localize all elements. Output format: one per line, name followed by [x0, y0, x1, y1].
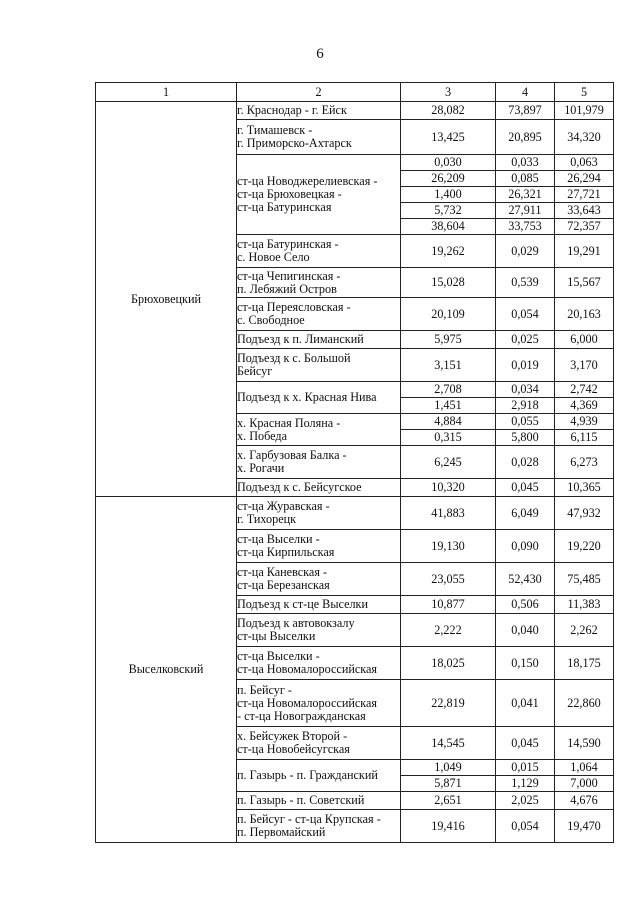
route-cell: [237, 680, 401, 727]
value-cell: 0,090: [496, 530, 555, 563]
region-cell: Выселковский: [96, 497, 237, 843]
route-line: ст-ца Выселки -: [237, 649, 320, 663]
route-line: х. Гарбузовая Балка -: [237, 448, 347, 462]
value-cell: 10,320: [401, 479, 496, 497]
value-cell: 18,175: [555, 647, 614, 680]
route-cell: [237, 235, 401, 268]
route-line: Подъезд к ст-це Выселки: [237, 597, 368, 611]
value-cell: 20,163: [555, 298, 614, 331]
route-line: ст-ца Кирпильская: [237, 545, 335, 559]
value-cell: 5,871: [401, 776, 496, 792]
route-line: с. Новое Село: [237, 250, 310, 264]
value-cell: 1,129: [496, 776, 555, 792]
value-cell: 0,025: [496, 331, 555, 349]
table-row: [96, 102, 614, 120]
value-cell: 2,918: [496, 398, 555, 414]
value-cell: 0,054: [496, 298, 555, 331]
value-cell: 19,220: [555, 530, 614, 563]
route-cell: [237, 530, 401, 563]
value-cell: 4,369: [555, 398, 614, 414]
route-line: п. Бейсуг - ст-ца Крупская -: [237, 812, 381, 826]
value-cell: 0,029: [496, 235, 555, 268]
value-cell: 0,019: [496, 349, 555, 382]
value-cell: 19,130: [401, 530, 496, 563]
value-cell: 5,732: [401, 203, 496, 219]
route-line: г. Краснодар - г. Ейск: [237, 103, 347, 117]
value-cell: 1,049: [401, 760, 496, 776]
route-cell: [237, 497, 401, 530]
value-cell: 1,451: [401, 398, 496, 414]
value-cell: 10,365: [555, 479, 614, 497]
value-cell: 0,045: [496, 727, 555, 760]
route-cell: [237, 479, 401, 497]
value-cell: 26,209: [401, 171, 496, 187]
route-cell: [237, 614, 401, 647]
value-cell: 19,470: [555, 810, 614, 843]
value-cell: 13,425: [401, 120, 496, 155]
value-cell: 14,590: [555, 727, 614, 760]
route-line: г. Тимашевск -: [237, 123, 313, 137]
value-cell: 0,045: [496, 479, 555, 497]
table-header-row: [96, 83, 614, 102]
route-line: п. Бейсуг -: [237, 682, 292, 697]
value-cell: 4,884: [401, 414, 496, 430]
route-cell: [237, 446, 401, 479]
column-header: 1: [96, 83, 237, 102]
value-cell: 2,025: [496, 792, 555, 810]
column-header: 4: [496, 83, 555, 102]
route-line: с. Свободное: [237, 313, 305, 327]
route-line: ст-ца Чепигинская -: [237, 268, 341, 283]
value-cell: 20,895: [496, 120, 555, 155]
value-cell: 0,040: [496, 614, 555, 647]
route-cell: [237, 298, 401, 331]
route-line: х. Победа: [237, 428, 287, 443]
route-line: п. Лебяжий Остров: [237, 281, 337, 296]
route-cell: [237, 810, 401, 843]
value-cell: 0,315: [401, 430, 496, 446]
value-cell: 14,545: [401, 727, 496, 760]
value-cell: 33,643: [555, 203, 614, 219]
route-line: п. Первомайский: [237, 825, 326, 839]
route-line: ст-ца Брюховецкая -: [237, 187, 342, 201]
value-cell: 20,109: [401, 298, 496, 331]
value-cell: 0,028: [496, 446, 555, 479]
value-cell: 0,015: [496, 760, 555, 776]
route-line: х. Рогачи: [237, 461, 285, 475]
value-cell: 75,485: [555, 563, 614, 596]
value-cell: 28,082: [401, 102, 496, 120]
route-cell: [237, 102, 401, 120]
value-cell: 41,883: [401, 497, 496, 530]
route-line: х. Красная Поляна -: [237, 415, 341, 430]
value-cell: 6,000: [555, 331, 614, 349]
value-cell: 0,085: [496, 171, 555, 187]
column-header: 5: [555, 83, 614, 102]
route-line: ст-ца Каневская -: [237, 565, 328, 579]
value-cell: 26,294: [555, 171, 614, 187]
value-cell: 11,383: [555, 596, 614, 614]
value-cell: 2,222: [401, 614, 496, 647]
value-cell: 101,979: [555, 102, 614, 120]
value-cell: 6,273: [555, 446, 614, 479]
route-line: ст-ца Новомалороссийская: [237, 662, 378, 676]
value-cell: 19,262: [401, 235, 496, 268]
route-cell: [237, 414, 401, 446]
value-cell: 2,742: [555, 382, 614, 398]
value-cell: 5,975: [401, 331, 496, 349]
value-cell: 6,115: [555, 430, 614, 446]
value-cell: 27,721: [555, 187, 614, 203]
value-cell: 0,063: [555, 155, 614, 171]
route-line: ст-ца Новобейсугская: [237, 742, 350, 756]
route-line: п. Газырь - п. Советский: [237, 793, 365, 807]
value-cell: 18,025: [401, 647, 496, 680]
value-cell: 22,819: [401, 680, 496, 727]
value-cell: 2,651: [401, 792, 496, 810]
value-cell: 0,030: [401, 155, 496, 171]
value-cell: 22,860: [555, 680, 614, 727]
value-cell: 3,170: [555, 349, 614, 382]
route-line: Подъезд к автовокзалу: [237, 616, 355, 630]
route-cell: [237, 563, 401, 596]
route-line: ст-ца Березанская: [237, 578, 330, 592]
route-cell: [237, 349, 401, 382]
route-line: ст-ца Батуринская: [237, 200, 332, 214]
value-cell: 0,506: [496, 596, 555, 614]
value-cell: 33,753: [496, 219, 555, 235]
route-line: Подъезд к с. Бейсугское: [237, 480, 362, 494]
value-cell: 0,054: [496, 810, 555, 843]
route-line: п. Газырь - п. Гражданский: [237, 768, 378, 782]
value-cell: 0,034: [496, 382, 555, 398]
route-cell: [237, 155, 401, 235]
route-cell: [237, 727, 401, 760]
value-cell: 73,897: [496, 102, 555, 120]
value-cell: 3,151: [401, 349, 496, 382]
value-cell: 4,676: [555, 792, 614, 810]
value-cell: 1,064: [555, 760, 614, 776]
region-cell: Брюховецкий: [96, 102, 237, 497]
route-line: ст-ца Журавская -: [237, 499, 330, 513]
value-cell: 2,262: [555, 614, 614, 647]
value-cell: 0,055: [496, 414, 555, 430]
value-cell: 15,567: [555, 268, 614, 298]
route-cell: [237, 760, 401, 792]
value-cell: 19,416: [401, 810, 496, 843]
value-cell: 72,357: [555, 219, 614, 235]
value-cell: 6,049: [496, 497, 555, 530]
value-cell: 19,291: [555, 235, 614, 268]
value-cell: 26,321: [496, 187, 555, 203]
route-cell: [237, 120, 401, 155]
value-cell: 0,033: [496, 155, 555, 171]
value-cell: 38,604: [401, 219, 496, 235]
route-line: х. Бейсужек Второй -: [237, 729, 348, 743]
road-table: [95, 82, 614, 843]
route-cell: [237, 647, 401, 680]
route-line: ст-ца Переясловская -: [237, 300, 351, 314]
value-cell: 7,000: [555, 776, 614, 792]
route-cell: [237, 596, 401, 614]
table-row: [96, 497, 614, 530]
route-cell: [237, 268, 401, 298]
value-cell: 2,708: [401, 382, 496, 398]
value-cell: 15,028: [401, 268, 496, 298]
route-line: Подъезд к с. Большой: [237, 351, 351, 365]
page-number: 6: [316, 46, 324, 62]
route-line: г. Приморско-Ахтарск: [237, 136, 352, 150]
route-line: ст-ца Новомалороссийская: [237, 695, 378, 710]
route-line: ст-ца Выселки -: [237, 532, 320, 546]
value-cell: 5,800: [496, 430, 555, 446]
route-line: ст-ца Батуринская -: [237, 237, 339, 251]
route-line: - ст-ца Новогражданская: [237, 708, 366, 723]
value-cell: 0,539: [496, 268, 555, 298]
value-cell: 34,320: [555, 120, 614, 155]
route-cell: [237, 331, 401, 349]
value-cell: 1,400: [401, 187, 496, 203]
value-cell: 0,150: [496, 647, 555, 680]
route-cell: [237, 382, 401, 414]
route-line: Бейсуг: [237, 364, 273, 378]
value-cell: 4,939: [555, 414, 614, 430]
value-cell: 47,932: [555, 497, 614, 530]
value-cell: 0,041: [496, 680, 555, 727]
column-header: 2: [237, 83, 401, 102]
value-cell: 10,877: [401, 596, 496, 614]
value-cell: 27,911: [496, 203, 555, 219]
value-cell: 52,430: [496, 563, 555, 596]
column-header: 3: [401, 83, 496, 102]
route-cell: [237, 792, 401, 810]
route-line: Подъезд к х. Красная Нива: [237, 390, 377, 404]
route-line: г. Тихорецк: [237, 512, 297, 526]
route-line: ст-цы Выселки: [237, 629, 316, 643]
value-cell: 23,055: [401, 563, 496, 596]
route-line: ст-ца Новоджерелиевская -: [237, 174, 378, 188]
value-cell: 6,245: [401, 446, 496, 479]
route-line: Подъезд к п. Лиманский: [237, 332, 364, 346]
